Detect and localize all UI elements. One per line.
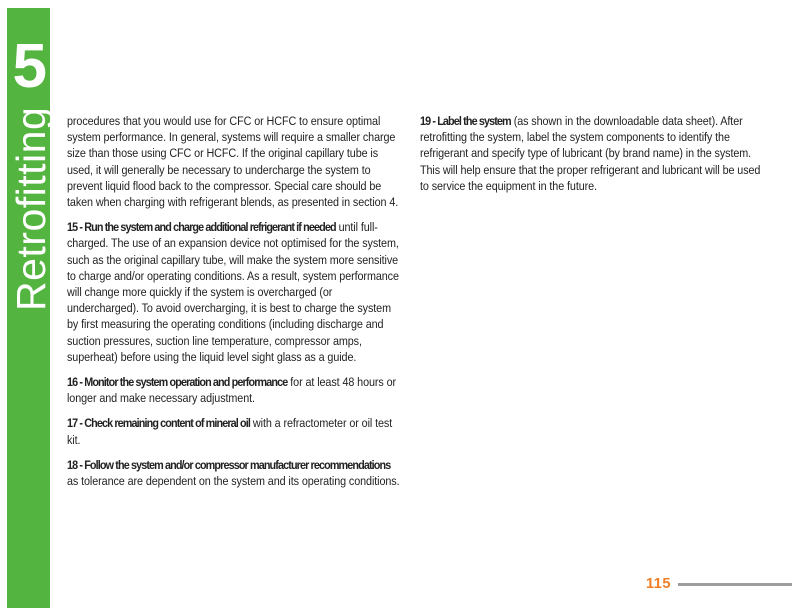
page-number: 115 (646, 576, 671, 592)
paragraph-text: procedures that you would use for CFC or HCFC to ensure optimal system performance. In general, systems will require a smaller charge size than those using CFC or HCFC. If the original capillary tube is used, it will generally be necessary to undercharge the system to prevent liquid flood back to the compressor. Special care should be taken when charging with refrigerant blends, as presented in section 4. (67, 114, 399, 210)
right-text-column (420, 113, 765, 203)
paragraph-text: for at least 48 hours or longer and make necessary adjustment. (67, 375, 397, 406)
paragraph-lead: 17 - Check remaining content of mineral oil (67, 416, 251, 431)
paragraph-text: (as shown in the downloadable data sheet). After retrofitting the system, label the system components to identify the refrigerant and specify type of lubricant (by brand name) in the system. This will help ensure that the proper refrigerant and lubricant will be used to service the equipment in the future. (420, 114, 761, 193)
chapter-title-vertical: Retrofitting (8, 106, 54, 311)
chapter-sidebar (7, 8, 54, 608)
footer-rule (678, 583, 792, 586)
paragraph-lead: 15 - Run the system and charge additional refrigerant if needed (67, 220, 336, 235)
paragraph-step-16 (67, 374, 401, 406)
paragraph-continued (67, 113, 401, 210)
left-text-column (67, 113, 401, 498)
paragraph-step-17 (67, 415, 401, 447)
paragraph-text: as tolerance are dependent on the system and its operating conditions. (67, 474, 400, 489)
paragraph-step-18 (67, 457, 401, 489)
paragraph-lead: 19 - Label the system (420, 114, 511, 128)
paragraph-lead: 18 - Follow the system and/or compressor manufacturer recommendations (67, 457, 391, 472)
chapter-number: 5 (12, 32, 46, 101)
paragraph-step-19 (420, 113, 765, 194)
paragraph-step-15 (67, 219, 401, 365)
paragraph-text: until full-charged. The use of an expansion device not optimised for the system, such as the original capillary tube, will make the system more sensitive to charge and/or operating conditions. As a result, system performance will change more quickly if the system is overcharged (or undercharged). To avoid overcharging, it is best to charge the system by first measuring the operating conditions (including discharge and suction pressures, suction line temperature, compressor amps, superheat) before using the liquid level sight glass as a guide. (67, 220, 399, 364)
paragraph-lead: 16 - Monitor the system operation and performance (67, 375, 288, 390)
paragraph-text: with a refractometer or oil test kit. (67, 416, 393, 447)
